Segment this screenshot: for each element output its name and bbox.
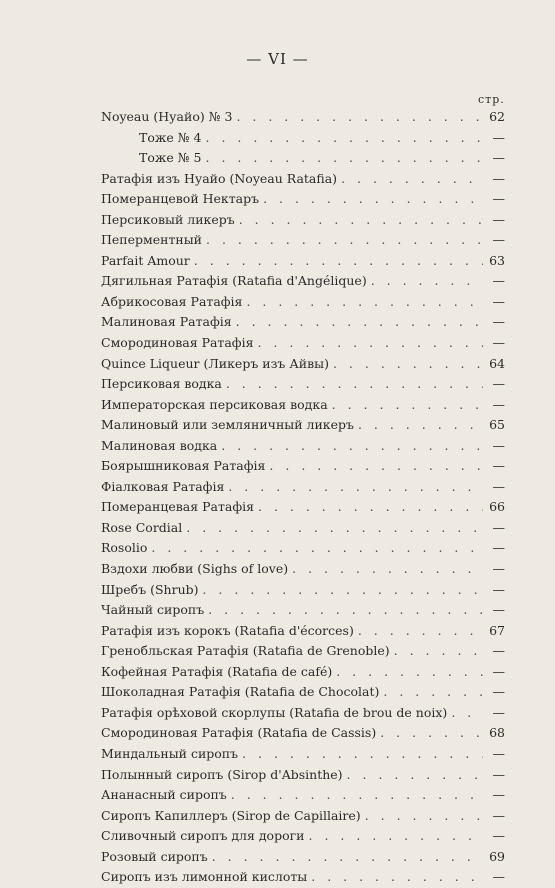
toc-entry xyxy=(101,128,505,149)
toc-entry xyxy=(101,107,505,128)
toc-entry-title: Ратафія изъ Нуайо (Noyeau Ratafia) xyxy=(101,170,338,186)
dot-leader xyxy=(337,169,483,190)
toc-entry-page: — xyxy=(492,561,505,577)
dot-leader xyxy=(390,641,483,662)
dot-leader xyxy=(361,806,483,827)
toc-entry xyxy=(101,621,505,642)
toc-entry-title: Пеперментный xyxy=(101,232,203,248)
toc-entry-page: — xyxy=(492,704,505,720)
toc-entry xyxy=(101,148,505,169)
dot-leader xyxy=(254,497,483,518)
toc-entry xyxy=(101,682,505,703)
toc-entry xyxy=(101,333,505,354)
toc-entry-title: Кофейная Ратафія (Ratafia de café) xyxy=(101,663,333,679)
dot-leader xyxy=(202,230,483,251)
toc-entry-title: Сиропъ Капиллеръ (Sirop de Capillaire) xyxy=(101,807,361,823)
toc-entry-page: — xyxy=(492,293,505,309)
toc-entry xyxy=(101,703,505,724)
toc-entry-page: 63 xyxy=(489,252,505,268)
dot-leader xyxy=(307,867,483,888)
toc-entry-page: — xyxy=(492,273,505,289)
toc-entry xyxy=(101,641,505,662)
toc-entry-title: Персиковый ликеръ xyxy=(101,211,235,227)
dot-leader xyxy=(376,723,483,744)
toc-entry xyxy=(101,847,505,868)
toc-entry-page: — xyxy=(492,170,505,186)
toc-entry-title: Боярышниковая Ратафія xyxy=(101,458,266,474)
toc-entry xyxy=(101,744,505,765)
toc-entry-title: Померанцевая Ратафія xyxy=(101,499,255,515)
toc-entry-page: — xyxy=(492,745,505,761)
toc-entry xyxy=(101,497,505,518)
dot-leader xyxy=(329,354,483,375)
toc-entry-title: Шребъ (Shrub) xyxy=(101,581,199,597)
dot-leader xyxy=(259,189,483,210)
toc-entry-title: Ратафія изъ корокъ (Ratafia d'écorces) xyxy=(101,622,354,638)
toc-entry-page: — xyxy=(492,663,505,679)
toc-entry-page: — xyxy=(492,602,505,618)
toc-entry-page: — xyxy=(492,643,505,659)
toc-entry-title: Императорская персиковая водка xyxy=(101,396,328,412)
dot-leader xyxy=(354,621,483,642)
toc-entry-title: Померанцевой Нектаръ xyxy=(101,191,260,207)
toc-entry xyxy=(101,826,505,847)
dot-leader xyxy=(265,456,483,477)
toc-entry-title: Noyeau (Нуайо) № 3 xyxy=(101,109,233,124)
toc-entry xyxy=(101,765,505,786)
dot-leader xyxy=(217,436,483,457)
toc-entry-page: 68 xyxy=(489,725,505,741)
toc-entry-page: — xyxy=(492,869,505,885)
dot-leader xyxy=(379,682,483,703)
toc-entry-title: Ратафія орѣховой скорлупы (Ratafia de brou de noix) xyxy=(101,704,448,720)
toc-entry-title: Parfait Amour xyxy=(101,252,190,268)
toc-entry-title: Rosolio xyxy=(101,540,148,556)
page-column-heading: стр. xyxy=(478,93,505,106)
toc-entry-page: — xyxy=(492,478,505,494)
toc-entry xyxy=(101,456,505,477)
toc-entry-page: — xyxy=(492,540,505,556)
toc-entry-page: — xyxy=(492,519,505,535)
toc-entry-title: Малиновая водка xyxy=(101,437,218,453)
dot-leader xyxy=(367,271,483,292)
toc-entry xyxy=(101,251,505,272)
dot-leader xyxy=(232,107,483,128)
dot-leader xyxy=(208,847,483,868)
toc-entry-page: 65 xyxy=(489,417,505,433)
toc-entry-title: Абрикосовая Ратафія xyxy=(101,293,243,309)
toc-entry-title: Малиновая Ратафія xyxy=(101,314,232,330)
toc-entry-title: Сливочный сиропъ для дороги xyxy=(101,828,305,844)
toc-entry-page: 67 xyxy=(489,622,505,638)
dot-leader xyxy=(305,826,484,847)
dot-leader xyxy=(253,333,483,354)
dot-leader xyxy=(199,580,483,601)
toc-entry xyxy=(101,806,505,827)
toc-entry-title: Quince Liqueur (Ликеръ изъ Айвы) xyxy=(101,355,329,371)
dot-leader xyxy=(202,148,484,169)
dot-leader xyxy=(182,518,483,539)
toc-entry xyxy=(101,374,505,395)
toc-entry-title: Миндальный сиропъ xyxy=(101,745,239,761)
toc-entry-title: Смородиновая Ратафія (Ratafia de Cassis) xyxy=(101,725,377,741)
toc-entry xyxy=(101,436,505,457)
dot-leader xyxy=(190,251,483,272)
toc-entry-title: Розовый сиропъ xyxy=(101,848,208,864)
toc-entry-page: — xyxy=(492,150,505,166)
toc-entry-title: Смородиновая Ратафія xyxy=(101,335,254,351)
toc-entry xyxy=(101,477,505,498)
toc-entry-title: Полынный сиропъ (Sirop d'Absinthe) xyxy=(101,766,343,782)
toc-entry-title: Фіалковая Ратафія xyxy=(101,478,225,494)
dot-leader xyxy=(447,703,483,724)
toc-entry xyxy=(101,559,505,580)
toc-entry xyxy=(101,415,505,436)
toc-entry-page: — xyxy=(492,376,505,392)
dot-leader xyxy=(354,415,483,436)
toc-entry-page: — xyxy=(492,787,505,803)
toc-entry xyxy=(101,662,505,683)
toc-entry xyxy=(101,169,505,190)
dot-leader xyxy=(204,600,483,621)
dot-leader xyxy=(235,210,483,231)
toc-entry xyxy=(101,230,505,251)
toc-entry-page: — xyxy=(492,828,505,844)
toc-entry-title: Малиновый или земляничный ликеръ xyxy=(101,417,354,433)
toc-entry-page: — xyxy=(492,437,505,453)
toc-entry-page: 66 xyxy=(489,499,505,515)
toc-entry xyxy=(101,292,505,313)
toc-entry-title: Дягильная Ратафія (Ratafia d'Angélique) xyxy=(101,273,367,289)
toc-entry-page: — xyxy=(492,807,505,823)
toc-entry-title: Сиропъ изъ лимонной кислоты xyxy=(101,869,308,885)
toc-entry-title: Персиковая водка xyxy=(101,376,222,392)
dot-leader xyxy=(224,477,483,498)
toc-entry xyxy=(101,312,505,333)
toc-entry-page: 64 xyxy=(489,355,505,371)
dot-leader xyxy=(232,312,483,333)
table-of-contents xyxy=(101,107,505,888)
toc-entry xyxy=(101,538,505,559)
toc-entry-page: — xyxy=(492,129,505,145)
toc-entry-title: Тоже № 4 xyxy=(139,129,202,145)
toc-entry xyxy=(101,723,505,744)
toc-entry-title: Тоже № 5 xyxy=(139,150,202,166)
dot-leader xyxy=(222,374,483,395)
toc-entry-page: — xyxy=(492,766,505,782)
toc-entry xyxy=(101,395,505,416)
dot-leader xyxy=(147,538,483,559)
toc-entry xyxy=(101,354,505,375)
toc-entry xyxy=(101,580,505,601)
dot-leader xyxy=(332,662,483,683)
toc-entry-title: Чайный сиропъ xyxy=(101,602,205,618)
toc-entry-title: Гренобльская Ратафія (Ratafia de Grenoble) xyxy=(101,643,390,659)
toc-entry xyxy=(101,518,505,539)
toc-entry-page: — xyxy=(492,314,505,330)
toc-entry-page: — xyxy=(492,581,505,597)
toc-entry-page: — xyxy=(492,191,505,207)
toc-entry-page: — xyxy=(492,211,505,227)
toc-entry-title: Шоколадная Ратафія (Ratafia de Chocolat) xyxy=(101,684,380,700)
toc-entry xyxy=(101,600,505,621)
toc-entry xyxy=(101,210,505,231)
dot-leader xyxy=(328,395,483,416)
dot-leader xyxy=(238,744,483,765)
dot-leader xyxy=(343,765,483,786)
dot-leader xyxy=(288,559,483,580)
toc-entry-page: — xyxy=(492,684,505,700)
toc-entry-title: Rose Cordial xyxy=(101,519,183,535)
toc-entry xyxy=(101,189,505,210)
toc-entry-title: Вздохи любви (Sighs of love) xyxy=(101,561,289,577)
toc-entry-page: — xyxy=(492,458,505,474)
toc-entry-page: — xyxy=(492,335,505,351)
toc-entry xyxy=(101,271,505,292)
dot-leader xyxy=(227,785,483,806)
toc-entry-page: — xyxy=(492,232,505,248)
toc-entry-title: Ананасный сиропъ xyxy=(101,787,227,803)
toc-entry-page: 62 xyxy=(489,109,505,124)
dot-leader xyxy=(202,128,484,149)
toc-entry-page: 69 xyxy=(489,848,505,864)
toc-entry xyxy=(101,785,505,806)
dot-leader xyxy=(242,292,483,313)
toc-entry xyxy=(101,867,505,888)
toc-entry-page: — xyxy=(492,396,505,412)
page-number-header: — VI — xyxy=(246,50,309,68)
